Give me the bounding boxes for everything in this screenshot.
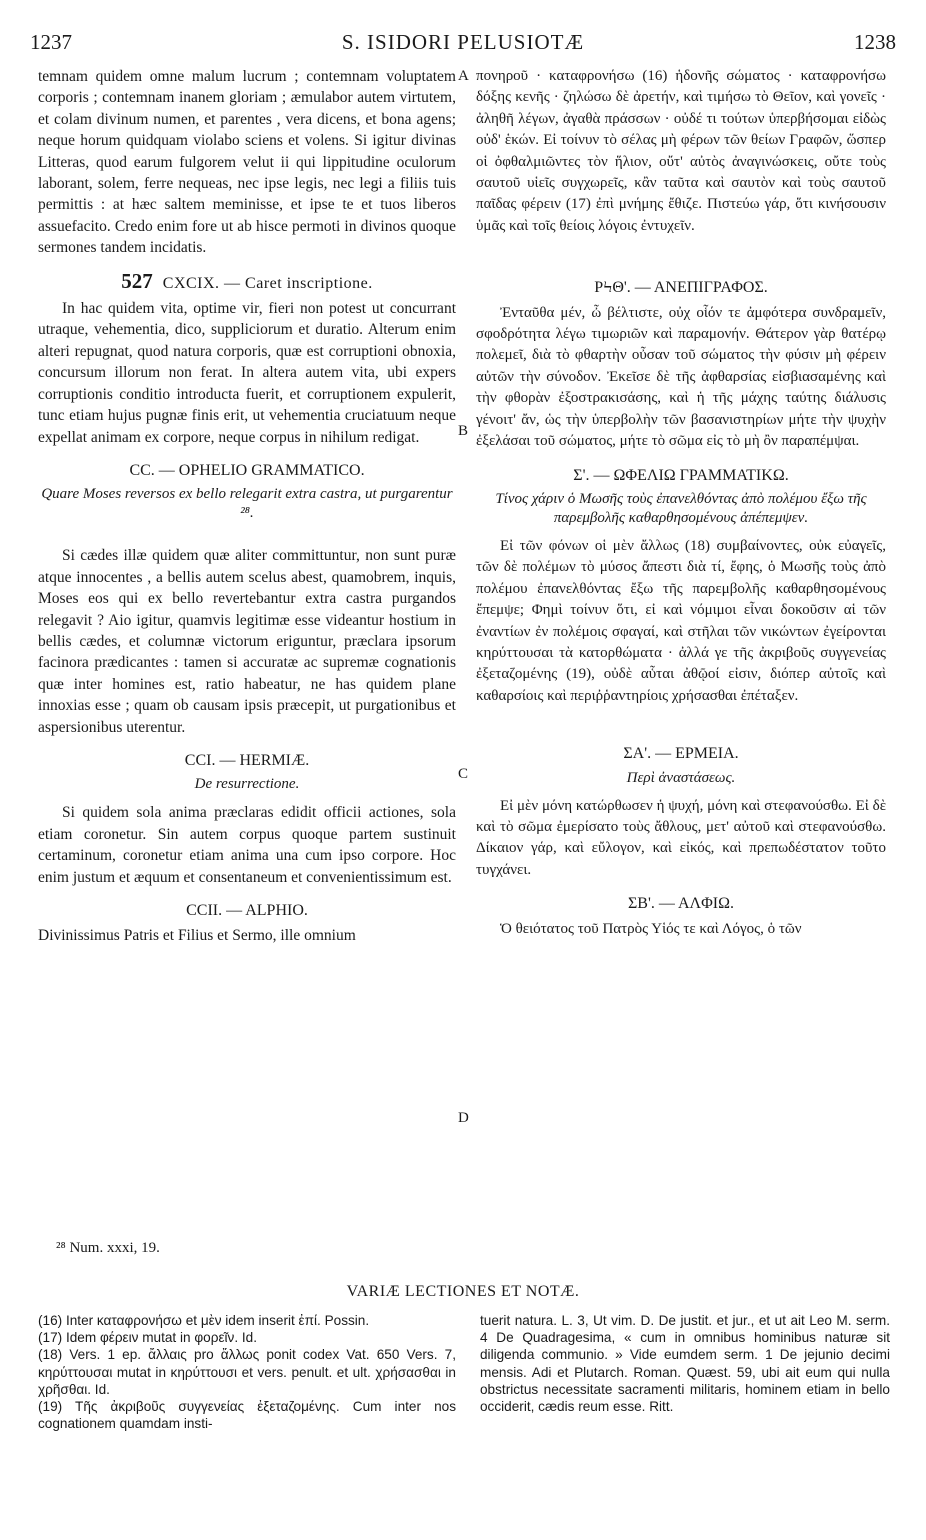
greek-column bbox=[476, 66, 886, 940]
latin-text-200: Si cædes illæ quidem quæ aliter committuntur, non sunt puræ atque innocentes , a bellis autem scelus abest, quamobrem, inquis, Moses eos qui ex bello revertebantur extra castra purgandos relegavit ? Aio igitur, quamvis legitimæ esse videantur hostium in bellis cædes, et columnæ victorum eriguntur, præclara ipsorum facinora prædicantes : tamen si accuratæ ac supremæ cognationis quæ inter homines est, ratio habeatur, ne has quidem plane innoxias esse ; quam ob causam ipsis præcepit, ut purgationibus et aspersionibus uterentur. bbox=[38, 547, 456, 736]
greek-heading-202: ΣΒ'. — ΑΛΦΙΩ. bbox=[627, 895, 735, 913]
note-18: (18) Vers. 1 ep. ἄλλαις pro ἄλλως ponit codex Vat. 650 Vers. 7, κηρύττουσαι mutat in κηρύττουσι et vers. penult. et ult. χρήσασθαι in χρῆσθαι. Id. bbox=[38, 1347, 456, 1397]
latin-text-199: In hac quidem vita, optime vir, fieri non potest ut concurrant utraque, vehementia, dico, suppliciorum et duratio. Alterum enim alteri repugnat, quod natura corporis, quæ est corruptioni obnoxia, concursum illorum non ferat. In altera autem vita, ubi expers corruptionis conditio introducta fuerit, et corruptionem expulerit, tunc etiam hujus pugnæ finis erit, ut vehementia cruciatuum neque expellat animam ex corpore, neque corpus in nihilum redigat. bbox=[38, 300, 456, 446]
margin-letter-b: B bbox=[458, 423, 469, 439]
greek-text-199: Ἐνταῦθα μέν, ὦ βέλτιστε, οὐχ οἷόν τε ἀμφότερα συνδραμεῖν, σφοδρότητα λέγω τιμωριῶν καὶ παραμονήν. Θάτερον γὰρ θατέρῳ πολεμεῖ, διὰ τὸ φθαρτὴν οὖσαν τοῦ σώματος τὴν φύσιν μὴ φέρειν αὐτῶν τὴν σύνοδον. Ἐκεῖσε δὲ τῆς ἀφθαρσίας εἰσβιασαμένης καὶ τὴν φθορὰν ἐξοστρακισάσης, καὶ ἡ τῆς μάχης ταύτης διάλυσις γένοιτ' ἄν, ὡς τὴν ὑπερβολὴν τῶν βασανιστηρίων μήτε τὴν ψυχὴν ἐξελάσαι τοῦ σώματος, μήτε τὸ σῶμα εἰς τὸ μὴ ὂν παραπέμψαι. bbox=[476, 304, 886, 450]
latin-column bbox=[38, 66, 456, 947]
latin-text-201: Si quidem sola anima præclaras edidit officii actiones, sola etiam coronetur. Sin autem corpus quoque partem sustinuit certaminum, coronetur etiam anima una cum ipso corpore. Hoc enim justum et æquum et consentaneum et convenientissimum est. bbox=[38, 804, 456, 886]
section-subtitle-cci: De resurrectione. bbox=[194, 776, 300, 793]
greek-heading-201: ΣΑ'. — ΕΡΜΕΙΑ. bbox=[623, 745, 739, 763]
margin-letter-c: C bbox=[458, 766, 469, 782]
margin-letter-a: A bbox=[458, 68, 469, 84]
page-number-left: 1237 bbox=[30, 30, 72, 54]
section-heading-cc: CC. — OPHELIO GRAMMATICO. bbox=[129, 461, 365, 479]
section-subtitle-cc: Quare Moses reversos ex bello relegarit extra castra, ut purgarentur ²⁸. bbox=[41, 486, 453, 522]
greek-text-202: Ὁ θειότατος τοῦ Πατρὸς Υἱός τε καὶ Λόγος, ὁ τῶν bbox=[500, 920, 802, 937]
latin-text-202: Divinissimus Patris et Filius et Sermo, ille omnium bbox=[38, 927, 356, 945]
section-heading-ccii: CCII. — ALPHIO. bbox=[186, 902, 308, 919]
section-heading-527 bbox=[38, 268, 456, 294]
page-number-right: 1238 bbox=[854, 30, 896, 54]
latin-intro: temnam quidem omne malum lucrum ; contemnam voluptatem corporis ; contemnam inanem gloriam ; æmulabor autem virtutem, et colam divinum numen, et parentes , vera dicens, et bona agens; neque horum quidquam violabo sciens et volens. Si igitur divinas Litteras, quod earum fulgorem velut ii qui lippitudine oculorum laborant, solem, ferre nequeas, nec ipse legis, nec legi a filiis tuis permittis : at hæc saltem meminisse, et ipse te et tuos liberos assuefacito. Credo enim fore ut ab hisce permoti in divinos quoque sermones tandem incidatis. bbox=[38, 68, 456, 257]
greek-text-200: Εἰ τῶν φόνων οἱ μὲν ἄλλως (18) συμβαίνοντες, οὐκ εὐαγεῖς, τῶν δὲ πολέμων τὸ μύσος ἄπεστι διὰ τί, ἔφης, ὁ Μωσῆς τοὺς ἀπὸ πολέμου ἐπανελθόντας ἔξω τῆς παρεμβολῆς καθαρθησομένους ἔπεμψε; Φημὶ τοίνυν ὅτι, εἰ καὶ νόμιμοι εἶναι δοκοῦσιν αἱ τῶν ἐναντίων ἐν πολέμοις σφαγαί, καὶ στῆλαι τῶν νικώντων ἐγείρονται κηρύττουσαι τὰ κατορθώματα · ἀλλά γε τῆς ἀκριβοῦς συγγενείας ἐξεταζομένης (19), οὐδὲ αὗται ἀθῷοί εἰσιν, διόπερ αὐτοῖς καὶ καθαρσίοις καὶ περιῤῥαντηρίοις χρήσασθαι ἐπέταξεν. bbox=[476, 537, 886, 704]
note-17: (17) Idem φέρειν mutat in φορεῖν. Id. bbox=[38, 1330, 257, 1346]
section-title: CXCIX. — Caret inscriptione. bbox=[162, 274, 373, 292]
note-19-continued: tuerit natura. L. 3, Ut vim. D. De justit. et jur., et ut ait Leo M. serm. 4 De Quadragesima, « cum in omnibus hominibus naturæ sit diligenda communio. » Vide eumdem serm. 1 De jejunio decimi mensis. Adi et Plutarch. Roman. Quæst. 59, ubi ait eum qui nulla obstrictus necessitate sacramenti militaris, hominem etiam in bello occiderit, cædis reum esse. Ritt. bbox=[480, 1313, 890, 1415]
letter-number: 527 bbox=[121, 268, 153, 293]
note-19: (19) Τῆς ἀκριβοῦς συγγενείας ἐξεταζομένης. Cum inter nos cognationem quamdam insti- bbox=[38, 1399, 456, 1432]
greek-heading-200: Σ'. — ΩΦΕΛΙΩ ΓΡΑΜΜΑΤΙΚΩ. bbox=[573, 466, 789, 484]
notes-right bbox=[480, 1312, 890, 1415]
section-heading-cci: CCI. — HERMIÆ. bbox=[184, 751, 310, 769]
notes-left bbox=[38, 1312, 456, 1432]
variae-title: VARIÆ LECTIONES ET NOTÆ. bbox=[346, 1283, 580, 1300]
greek-subtitle-201: Περὶ ἀναστάσεως. bbox=[626, 769, 736, 786]
running-title: S. ISIDORI PELUSIOTÆ bbox=[341, 30, 585, 54]
footnote: ²⁸ Num. xxxi, 19. bbox=[56, 1240, 160, 1256]
running-header bbox=[30, 30, 896, 60]
margin-letter-d: D bbox=[458, 1110, 469, 1126]
greek-heading-199: ΡϞΘ'. — ΑΝΕΠΙΓΡΑΦΟΣ. bbox=[594, 279, 768, 297]
note-16: (16) Inter καταφρονήσω et μὲν idem inserit ἐπί. Possin. bbox=[38, 1313, 370, 1328]
greek-text-201: Εἰ μὲν μόνη κατώρθωσεν ἡ ψυχή, μόνη καὶ στεφανούσθω. Εἰ δὲ καὶ τὸ σῶμα ἐμερίσατο τοὺς ἄθλους, μετ' αὐτοῦ καὶ στεφανούσθω. Δίκαιον γάρ, καὶ εὔλογον, καὶ εἰκός, καὶ πρεπωδέστατον τοῦτο τυγχάνει. bbox=[476, 797, 886, 878]
greek-intro: πονηροῦ · καταφρονήσω (16) ἡδονῆς σώματος · καταφρονήσω δόξης κενῆς · ζηλώσω δὲ ἀρετήν, καὶ τιμήσω τὸ Θεῖον, καὶ γονεῖς · ἀληθῆ λέγων, ἀγαθὰ πράσσων · οὐδέ τι τούτων ὑπερβήσομαι εἰδὼς οὐδ' ἑκών. Εἰ τοίνυν τὸ σέλας μὴ φέρων τῶν θείων Γραφῶν, ὥσπερ οἱ ὀφθαλμιῶντες τὸν ἥλιον, οὔτ' αὐτὸς ἀναγινώσκεις, οὔτε τοὺς σαυτοῦ υἱεῖς συγχωρεῖς, κἂν ταῦτα καὶ σαυτὸν καὶ τοὺς σαυτοῦ παῖδας φέρειν (17) ἐπὶ μνήμης ἔθιζε. Πιστεύω γάρ, ὅτι κινήσουσιν ὑμᾶς καὶ τοῖς θείοις λόγοις ἐντυχεῖν. bbox=[476, 68, 886, 234]
greek-subtitle-200: Τίνος χάριν ὁ Μωσῆς τοὺς ἐπανελθόντας ἀπὸ πολέμου ἔξω τῆς παρεμβολῆς καθαρθησομένους ἀπέπεμψεν. bbox=[495, 490, 867, 526]
